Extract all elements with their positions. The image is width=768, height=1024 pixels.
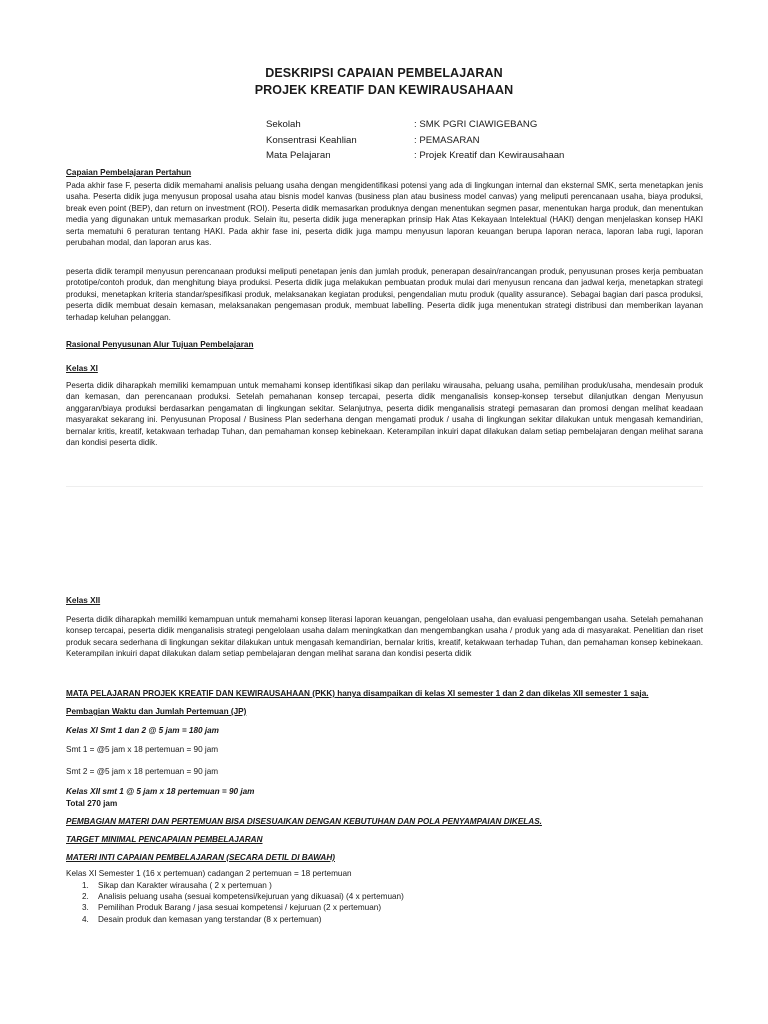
list-item	[66, 914, 404, 925]
list-item-text: Pemilihan Produk Barang / jasa sesuai kompetensi / kejuruan (2 x pertemuan)	[98, 903, 382, 913]
materi-inti-heading: MATERI INTI CAPAIAN PEMBELAJARAN (SECARA DETIL DI BAWAH)	[66, 853, 335, 862]
kelas-xi-heading: Kelas XI	[66, 364, 98, 373]
school-label: Sekolah	[266, 119, 301, 130]
list-item-number: 3.	[82, 903, 89, 913]
pkk-note: MATA PELAJARAN PROJEK KREATIF DAN KEWIRAUSAHAAN (PKK) hanya disampaikan di kelas XI semester 1 dan 2 dan dikelas XII semester 1 saja.	[66, 689, 649, 698]
list-item-number: 1.	[82, 881, 89, 890]
list-item	[66, 902, 404, 913]
page-divider	[66, 486, 703, 487]
kelas-xi-total: Kelas XI Smt 1 dan 2 @ 5 jam = 180 jam	[66, 726, 219, 735]
kelas-xii-total: Kelas XII smt 1 @ 5 jam x 18 pertemuan = 90 jam	[66, 787, 255, 796]
capaian-paragraph-2: peserta didik terampil menyusun perencanaan produksi meliputi penetapan jenis dan jumlah produk, penerapan desain/rancangan produk, penyusunan proses kerja pembuatan prototipe/contoh produk, dan menghitung biaya produksi. Peserta didik juga melakukan pembuatan produk mulai dari menyusun rencana dan jadwal kerja, menetapkan strategi produksi, menetapkan kriteria standar/spesifikasi produk, melaksanakan kegiatan produksi, pengendalian mutu produk (quality assurance). Sebagai bagian dari pasca produksi, peserta didik membuat desain kemasan, melaksanakan pengemasan produk, membuat labelling. Peserta didik juga menentukan strategi distribusi dan memberikan layanan terhadap keluhan pelanggan.	[66, 267, 703, 322]
target-heading: TARGET MINIMAL PENCAPAIAN PEMBELAJARAN	[66, 835, 263, 844]
document-title: DESKRIPSI CAPAIAN PEMBELAJARAN	[265, 66, 503, 80]
smt2-line: Smt 2 = @5 jam x 18 pertemuan = 90 jam	[66, 767, 219, 776]
kelas-xii-paragraph: Peserta didik diharapkah memiliki kemampuan untuk memahami konsep literasi laporan keuangan, pengelolaan usaha, dan evaluasi pengembangan usaha. Setelah pemahanan konsep tercapai, peserta didik menganalisis strategi pengelolaan usaha dalam meningkatkan dan mengembangkan usaha / produk yang ada di masyarakat. Penelitian dan riset produk secara sederhana di lingkungan sekitar dilakukan untuk mengasah kemandirian, bernalar kritis, kreatif, ketakwaan terhadap Tuhan, dan pemahaman konsep kebinekaan. Keterampilan inkuiri dapat dilakukan dalam setiap pembelajaran dengan melihat sarana dan kondisi peserta didik	[66, 615, 703, 659]
capaian-heading: Capaian Pembelajaran Pertahun	[66, 168, 192, 177]
list-item-number: 2.	[82, 892, 89, 902]
list-item-text: Sikap dan Karakter wirausaha ( 2 x pertemuan )	[98, 881, 272, 890]
semester-line: Kelas XI Semester 1 (16 x pertemuan) cadangan 2 pertemuan = 18 pertemuan	[66, 869, 352, 878]
mapel-label: Mata Pelajaran	[266, 150, 331, 161]
smt1-line: Smt 1 = @5 jam x 18 pertemuan = 90 jam	[66, 745, 219, 754]
list-item-text: Desain produk dan kemasan yang terstandar (8 x pertemuan)	[98, 914, 322, 924]
konsentrasi-value: : PEMASARAN	[414, 134, 480, 146]
total-hours: Total 270 jam	[66, 799, 118, 808]
mapel-value: : Projek Kreatif dan Kewirausahaan	[414, 150, 565, 161]
pembagian-heading: Pembagian Waktu dan Jumlah Pertemuan (JP)	[66, 707, 247, 716]
kelas-xi-paragraph: Peserta didik diharapkah memiliki kemampuan untuk memahami konsep identifikasi sikap dan perilaku wirausaha, peluang usaha, pemilihan produk/usaha, mendesain produk dan kemasan, dan perencanaan produksi. Setelah pemahanan konsep tercapai, peserta didik menganalisis konsep-konsep tersebut dilanjutkan dengan Menyusun anggaran/biaya produksi berdasarkan pengamatan di lingkungan sekitar. Selanjutnya, peserta didik menganalisis strategi pemasaran dan promosi dengan melihat keadaan masyarakat sekarang ini. Penyusunan Proposal / Business Plan sederhana dengan mengamati produk / usaha di lingkungan sekitar dilakukan untuk mengasah kemandirian, bernalar kritis, kreatif, ketakwaan terhadap Tuhan, dan pemahaman konsep kebinekaan. Keterampilan inkuiri dapat dilakukan dalam setiap pembelajaran dengan melihat sarana dan kondisi peserta didik.	[66, 381, 703, 448]
list-item	[66, 880, 404, 891]
konsentrasi-label: Konsentrasi Keahlian	[266, 134, 357, 146]
rasional-heading: Rasional Penyusunan Alur Tujuan Pembelajaran	[66, 340, 254, 349]
list-item	[66, 891, 404, 902]
school-value: : SMK PGRI CIAWIGEBANG	[414, 119, 538, 130]
list-item-text: Analisis peluang usaha (sesuai kompetensi/kejuruan yang dikuasai) (4 x pertemuan)	[98, 892, 404, 902]
capaian-paragraph-1: Pada akhir fase F, peserta didik memahami analisis peluang usaha dengan mengidentifikasi potensi yang ada di lingkungan internal dan eksternal SMK, serta menetapkan jenis usaha. Peserta didik juga menyusun proposal usaha atau bisnis model kanvas (business plan atau business model canvas) yang meliputi perencanaan usaha, biaya produksi, break even point (BEP), dan return on investment (ROI). Peserta didik memasarkan produknya dengan menentukan segmen pasar, menentukan harga produk, dan menentukan media yang digunakan untuk memasarkan produk. Selain itu, peserta didik juga menerapkan prinsip Hak Atas Kekayaan Intelektual (HAKI) dengan menjelaskan konsep HAKI serta mematuhi 6 peraturan tentang HAKI. Pada akhir fase ini, peserta didik juga mampu menyusun laporan keuangan berupa laporan neraca, laporan laba rugi, laporan perubahan modal, dan laporan arus kas.	[66, 181, 703, 248]
pembagian-materi-note: PEMBAGIAN MATERI DAN PERTEMUAN BISA DISESUAIKAN DENGAN KEBUTUHAN DAN POLA PENYAMPAIAN DIKELAS.	[66, 817, 542, 826]
document-subtitle: PROJEK KREATIF DAN KEWIRAUSAHAAN	[254, 83, 514, 97]
kelas-xii-heading: Kelas XII	[66, 596, 101, 605]
materi-list	[66, 880, 404, 925]
list-item-number: 4.	[82, 914, 89, 924]
